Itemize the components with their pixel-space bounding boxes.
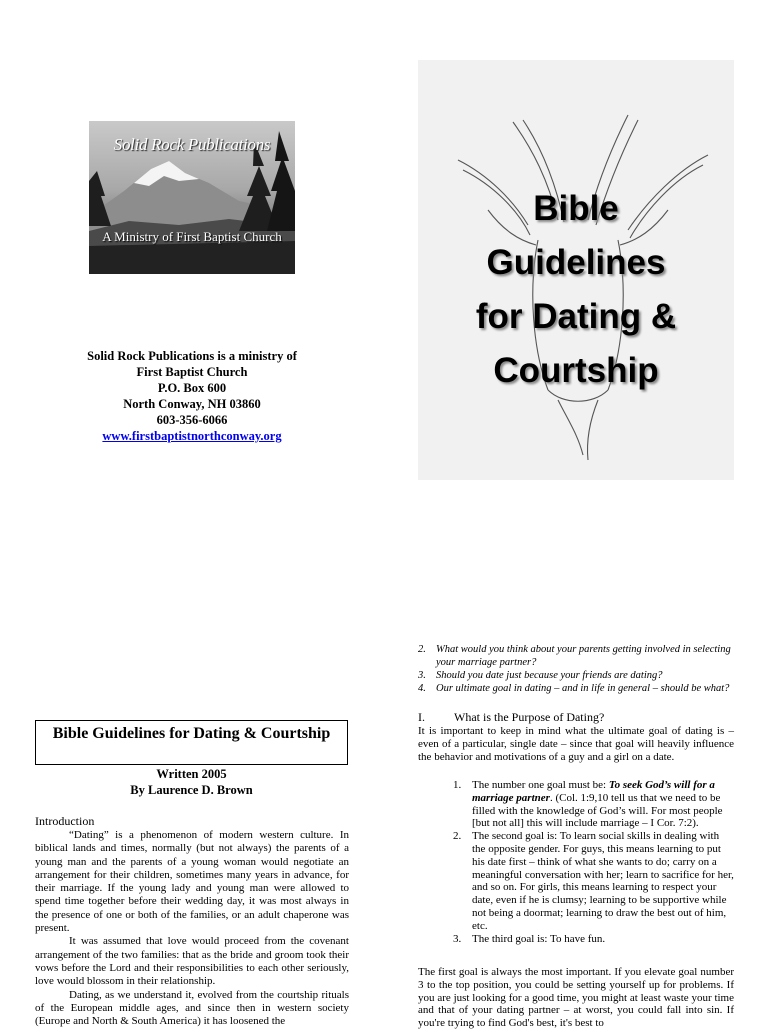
- publisher-logo: [89, 121, 295, 274]
- cover-title-line: Courtship: [493, 351, 659, 390]
- section-number: I.: [418, 710, 425, 724]
- question-text: Our ultimate goal in dating – and in life in general – should be what?: [436, 683, 730, 694]
- closing-paragraph: The first goal is always the most important. If you elevate goal number 3 to the top position, you could be setting yourself up for problems. If you are just looking for a good time, you might at least waste your time and that of your dating partner – at worst, you could fall into sin. If you're trying to find God's best, it's best to: [418, 966, 734, 1030]
- goal-text-cont: . (Col. 1:9,10 tell us that we need to be filled with the knowledge of God’s will. For most people [but not all] this will include marriage – I Cor. 7:2).: [472, 791, 723, 830]
- goal-item: [453, 933, 734, 946]
- contact-line: First Baptist Church: [136, 365, 248, 379]
- cover-title-line: for Dating &: [475, 297, 677, 336]
- goal-text: The third goal is: To have fun.: [472, 932, 606, 945]
- goal-text: The number one goal must be:: [472, 779, 609, 791]
- goal-text: The second goal is: To learn social skills in dealing with the opposite gender. For guys, this means learning to put his date first – think of what she wants to do; carry on a meaningful conversation with her; learn to sacrifice for her, and so on. For girls, this means learning to respect your date, even if he is clumsy; learning to be supportive while not being a doormat; learning to draw the best out of him, etc.: [472, 830, 734, 932]
- logo-subtitle: A Ministry of First Baptist Church: [102, 229, 282, 244]
- section-body: It is important to keep in mind what the ultimate goal of dating is – even of a particular, single date – since that goal will heavily influence the behavior and motivations of a guy and a girl on a date.: [418, 725, 734, 763]
- goals-list: [453, 779, 734, 945]
- goal-number: 1.: [453, 779, 462, 791]
- goal-number: 2.: [453, 830, 462, 843]
- question-number: 4.: [418, 683, 426, 694]
- question-item: [418, 669, 734, 682]
- question-number: 3.: [418, 670, 426, 681]
- article-title: Bible Guidelines for Dating & Courtship: [52, 725, 331, 742]
- section-heading: [418, 710, 734, 725]
- contact-line: Solid Rock Publications is a ministry of: [87, 349, 297, 363]
- question-item: [418, 682, 734, 695]
- article-byline: [35, 766, 348, 798]
- goal-emphasis: To seek God’s will for a marriage partner: [472, 779, 715, 804]
- intro-paragraph: Dating, as we understand it, evolved from the courtship rituals of the European middle ages, and since then in western society (Europe and North & South America) it has loosened the: [35, 988, 349, 1028]
- goal-number: 3.: [453, 932, 462, 945]
- introduction-section: [35, 814, 349, 1028]
- question-text: What would you think about your parents getting involved in selecting your marriage partner?: [436, 644, 731, 668]
- written-date: Written 2005: [156, 767, 227, 781]
- website-link[interactable]: www.firstbaptistnorthconway.org: [102, 429, 282, 443]
- contact-phone: 603-356-6066: [156, 413, 228, 427]
- intro-paragraph: It was assumed that love would proceed from the covenant arrangement of the two families: that as the bride and groom took their vows before the Lord and their responsibilities to each other seriously, love would blossom in their relationship.: [35, 935, 349, 988]
- goal-item: [453, 779, 734, 830]
- question-number: 2.: [418, 644, 426, 655]
- contact-address: P.O. Box 600: [157, 381, 227, 395]
- cover-title-line: Guidelines: [486, 243, 666, 282]
- cover-title-line: Bible: [533, 189, 619, 228]
- author: By Laurence D. Brown: [130, 783, 253, 797]
- discussion-questions: [418, 643, 734, 695]
- intro-paragraph: “Dating” is a phenomenon of modern western culture. In biblical lands and times, normally (but not always) the parents of a young man and the parents of a young woman would negotiate an arrangement for their children, sometimes many years in advance, for their marriage. If the young lady and young man were allowed to spend time together before their wedding day, it was most always in the presence of one or both of the families, or an adult chaperone was present.: [35, 829, 349, 935]
- section-title: What is the Purpose of Dating?: [454, 710, 605, 724]
- intro-heading: Introduction: [35, 814, 95, 828]
- logo-title: Solid Rock Publications: [113, 135, 271, 154]
- cover-panel: [418, 60, 734, 480]
- article-title-box: [35, 720, 348, 765]
- contact-city: North Conway, NH 03860: [123, 397, 261, 411]
- goal-item: [453, 830, 734, 932]
- question-item: [418, 643, 734, 669]
- cover-title: [418, 182, 734, 398]
- question-text: Should you date just because your friends are dating?: [436, 670, 663, 681]
- contact-info: [40, 348, 344, 444]
